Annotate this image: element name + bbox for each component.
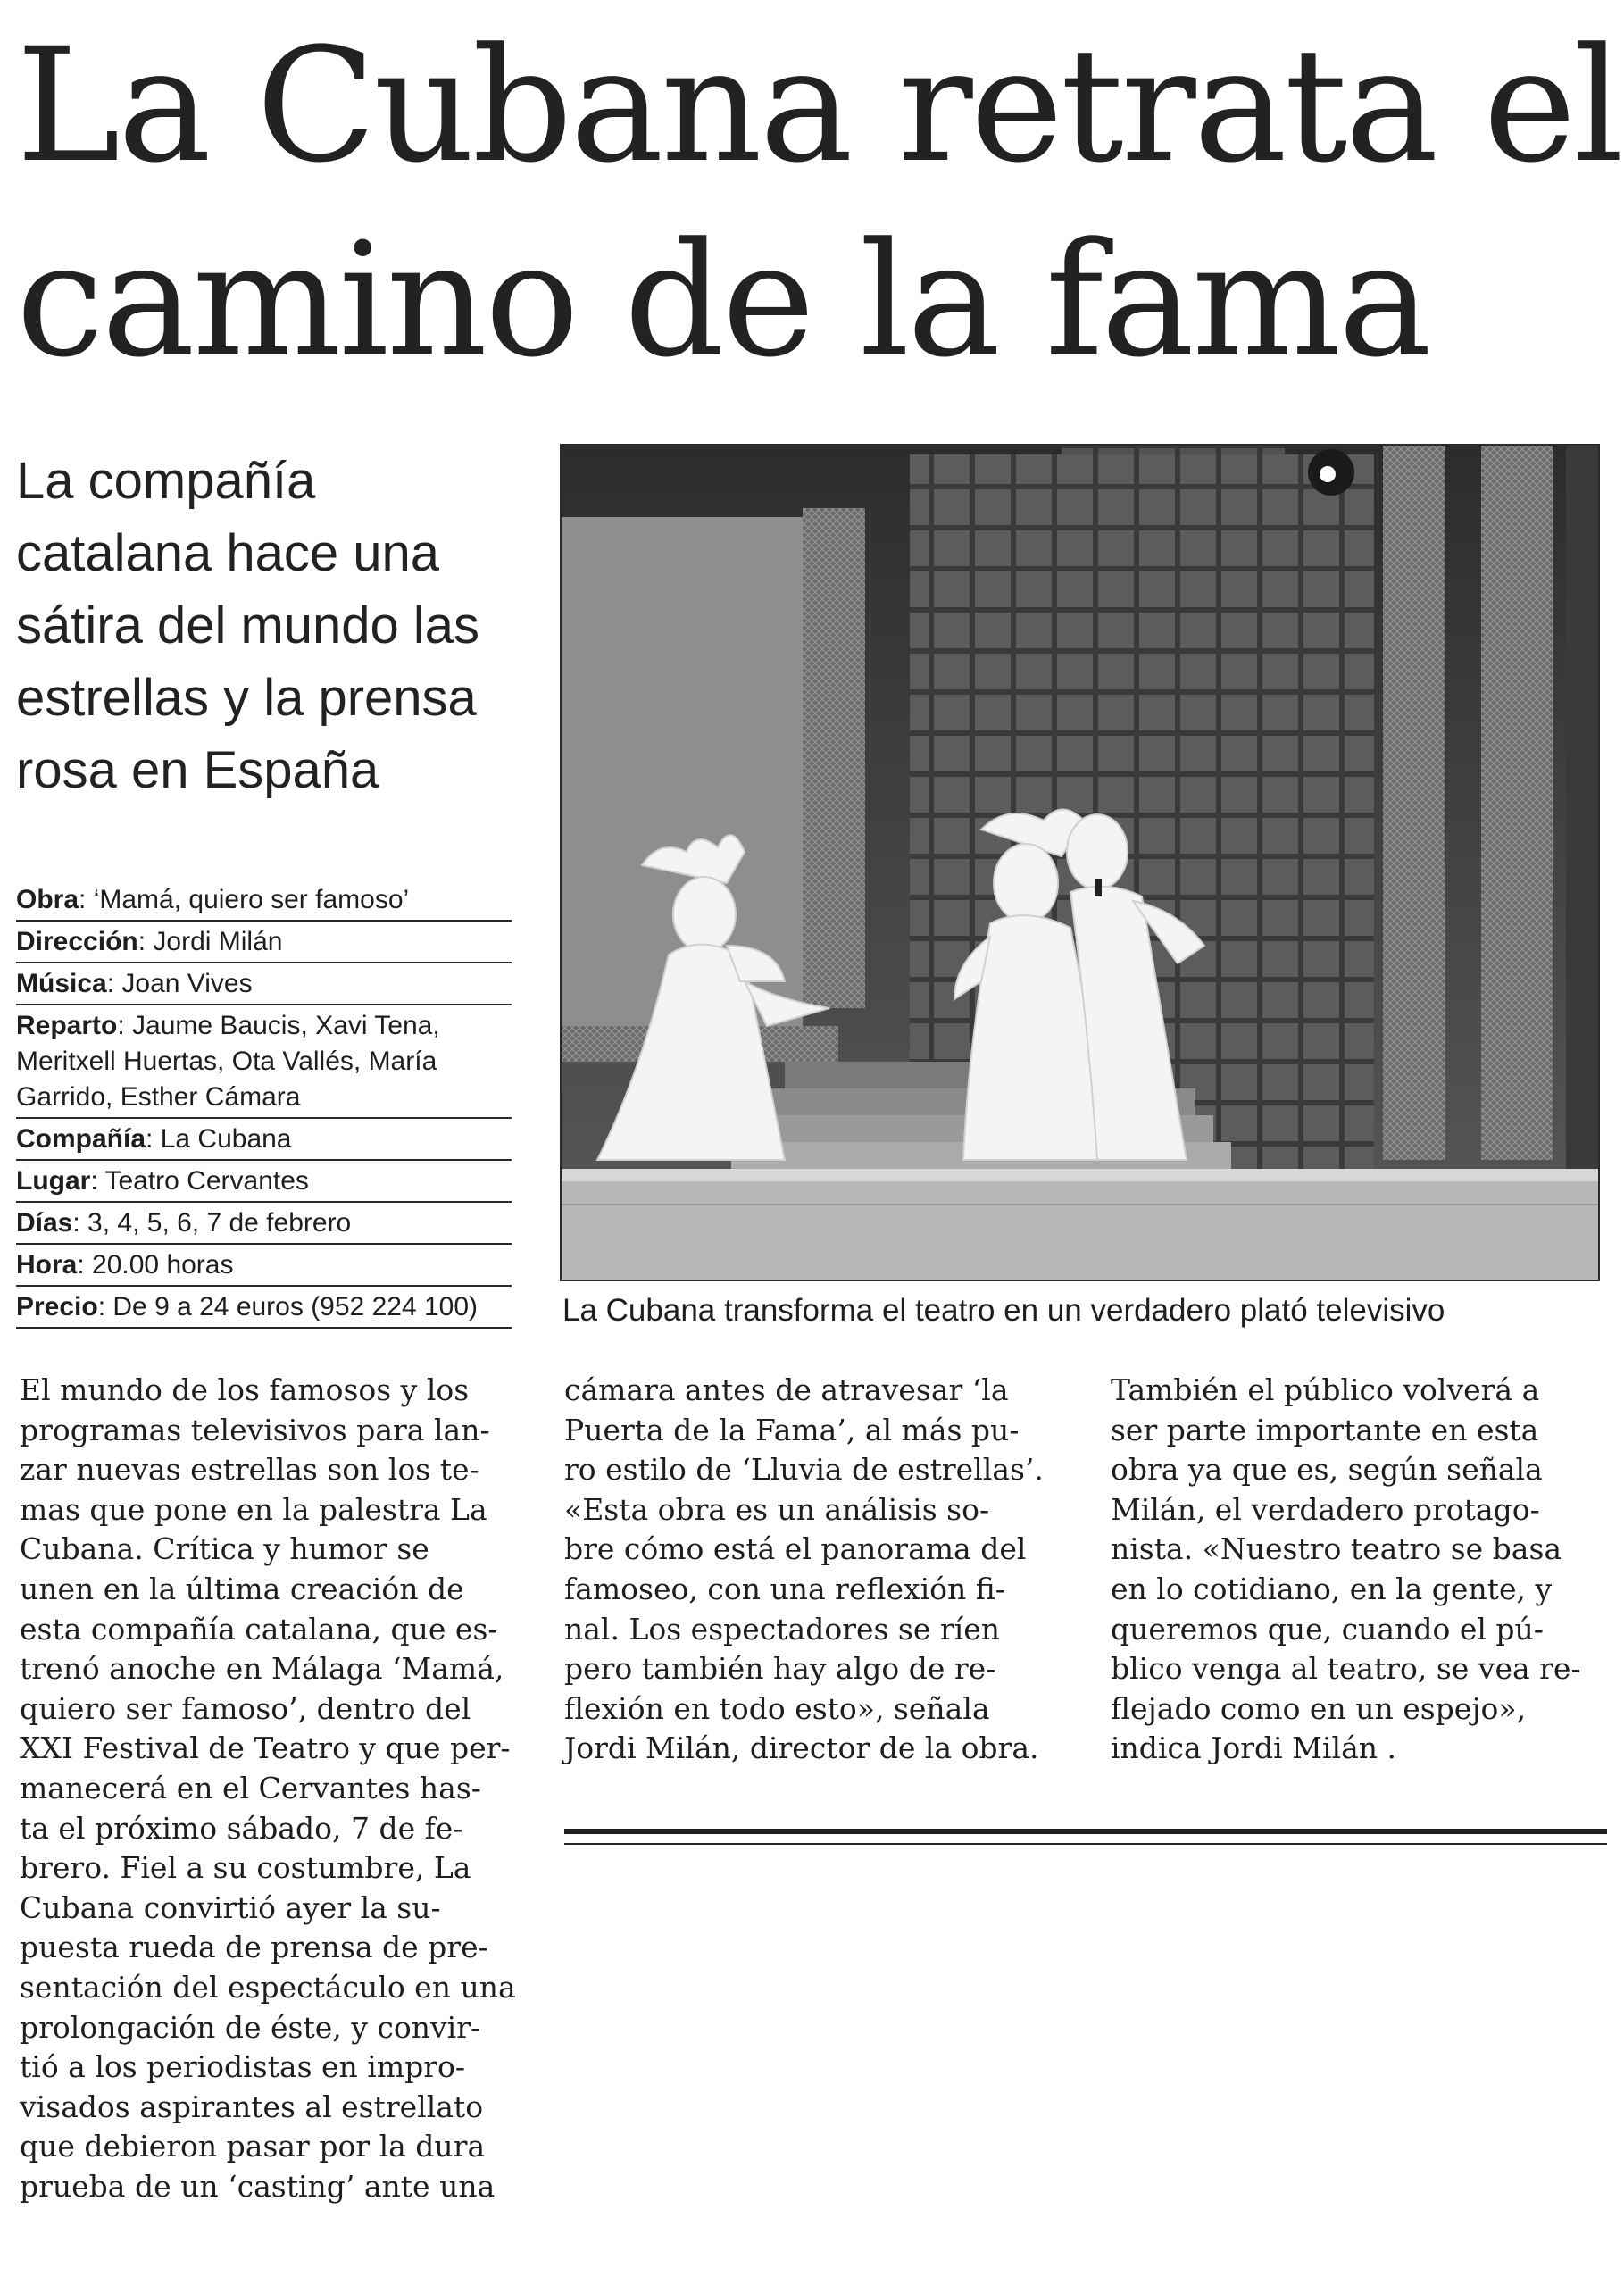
fact-row-direccion xyxy=(16,922,512,963)
article-line: «Esta obra es un análisis so- xyxy=(564,1491,990,1527)
fact-row-compania xyxy=(16,1119,512,1161)
fact-row-precio xyxy=(16,1287,512,1329)
article-line: pero también hay algo de re- xyxy=(564,1651,996,1687)
article-line: manecerá en el Cervantes has- xyxy=(20,1770,481,1805)
fact-label: Música xyxy=(16,969,107,998)
article-line: flejado como en un espejo», xyxy=(1111,1690,1527,1726)
fact-label: Días xyxy=(16,1208,73,1238)
article-line: visados aspirantes al estrellato xyxy=(20,2089,484,2124)
fact-row-obra xyxy=(16,880,512,922)
fact-row-dias xyxy=(16,1203,512,1245)
headline xyxy=(16,9,1621,398)
article-line: ta el próximo sábado, 7 de fe- xyxy=(20,1810,463,1846)
article-line: obra ya que es, según señala xyxy=(1111,1452,1543,1488)
fact-row-lugar xyxy=(16,1161,512,1203)
headline-line-1: La Cubana retrata el xyxy=(16,14,1621,197)
stage-photo xyxy=(560,444,1600,1281)
article-line: mas que pone en la palestra La xyxy=(20,1491,487,1527)
fact-value: : 20.00 horas xyxy=(77,1250,234,1280)
subhead-line: catalana hace una xyxy=(16,524,440,582)
article-line: ser parte importante en esta xyxy=(1111,1412,1539,1447)
article-line: Puerta de la Fama’, al más pu- xyxy=(564,1412,1020,1447)
article-line: que debieron pasar por la dura xyxy=(20,2129,486,2164)
article-line: Milán, el verdadero protago- xyxy=(1111,1491,1540,1527)
fact-label: Obra xyxy=(16,885,79,914)
subhead-line: La compañía xyxy=(16,452,316,510)
article-column-3 xyxy=(1111,1371,1611,1769)
article-line: zar nuevas estrellas son los te- xyxy=(20,1452,479,1488)
fact-value: : La Cubana xyxy=(146,1124,292,1154)
article-line: unen en la última creación de xyxy=(20,1571,464,1606)
article-line: ro estilo de ‘Lluvia de estrellas’. xyxy=(564,1452,1044,1488)
fact-box xyxy=(16,880,512,1329)
article-line: tió a los periodistas en impro- xyxy=(20,2049,466,2085)
fact-label: Lugar xyxy=(16,1166,91,1196)
article-line: trenó anoche en Málaga ‘Mamá, xyxy=(20,1651,504,1687)
article-column-1 xyxy=(20,1371,520,2206)
fact-value: : Jaume Baucis, Xavi Tena, Meritxell Huertas, Ota Vallés, María Garrido, Esther Cámara xyxy=(16,1011,440,1112)
subheadline xyxy=(16,445,516,806)
headline-line-2: camino de la fama xyxy=(16,209,1429,392)
fact-label: Compañía xyxy=(16,1124,146,1154)
article-line: prueba de un ‘casting’ ante una xyxy=(20,2168,496,2204)
article-end-rule-thin xyxy=(564,1843,1607,1845)
article-line: brero. Fiel a su costumbre, La xyxy=(20,1850,471,1886)
fact-value: : Teatro Cervantes xyxy=(90,1166,309,1196)
photo-caption: La Cubana transforma el teatro en un verdadero plató televisivo xyxy=(562,1293,1445,1328)
fact-value: : De 9 a 24 euros (952 224 100) xyxy=(97,1292,479,1322)
fact-value: : 3, 4, 5, 6, 7 de febrero xyxy=(72,1208,352,1238)
article-line: puesta rueda de prensa de pre- xyxy=(20,1930,488,1965)
stage-photo-illustration xyxy=(562,446,1598,1280)
article-line: en lo cotidiano, en la gente, y xyxy=(1111,1571,1553,1606)
article-line: quiero ser famoso’, dentro del xyxy=(20,1690,471,1726)
fact-label: Hora xyxy=(16,1250,78,1280)
fact-value: : Joan Vives xyxy=(106,969,253,998)
article-line: flexión en todo esto», señala xyxy=(564,1690,990,1726)
article-line: Cubana convirtió ayer la su- xyxy=(20,1889,441,1925)
article-line: También el público volverá a xyxy=(1111,1372,1540,1407)
fact-row-hora xyxy=(16,1245,512,1287)
subhead-line: rosa en España xyxy=(16,741,379,799)
fact-row-musica xyxy=(16,963,512,1005)
article-line: bre cómo está el panorama del xyxy=(564,1531,1027,1567)
subhead-line: estrellas y la prensa xyxy=(16,669,477,727)
article-line: nista. «Nuestro teatro se basa xyxy=(1111,1531,1562,1567)
fact-value: : Jordi Milán xyxy=(137,927,283,956)
fact-row-reparto xyxy=(16,1005,512,1119)
fact-label: Precio xyxy=(16,1292,98,1322)
article-end-rule xyxy=(564,1829,1607,1834)
article-line: sentación del espectáculo en una xyxy=(20,1969,516,2005)
article-line: esta compañía catalana, que es- xyxy=(20,1611,498,1647)
subhead-line: sátira del mundo las xyxy=(16,596,480,655)
article-line: Cubana. Crítica y humor se xyxy=(20,1531,429,1567)
article-column-2 xyxy=(564,1371,1064,1769)
article-line: queremos que, cuando el pú- xyxy=(1111,1611,1544,1647)
article-line: blico venga al teatro, se vea re- xyxy=(1111,1651,1581,1687)
article-line: XXI Festival de Teatro y que per- xyxy=(20,1730,511,1766)
article-line: programas televisivos para lan- xyxy=(20,1412,490,1447)
article-line: El mundo de los famosos y los xyxy=(20,1372,470,1407)
article-line: famoseo, con una reflexión fi- xyxy=(564,1571,1005,1606)
fact-label: Dirección xyxy=(16,927,138,956)
article-line: Jordi Milán, director de la obra. xyxy=(564,1730,1039,1766)
article-line: nal. Los espectadores se ríen xyxy=(564,1611,1000,1647)
fact-label: Reparto xyxy=(16,1011,118,1040)
fact-value: : ‘Mamá, quiero ser famoso’ xyxy=(79,885,410,914)
article-line: indica Jordi Milán . xyxy=(1111,1730,1396,1766)
article-line: prolongación de éste, y convir- xyxy=(20,2009,481,2045)
article-line: cámara antes de atravesar ‘la xyxy=(564,1372,1009,1407)
